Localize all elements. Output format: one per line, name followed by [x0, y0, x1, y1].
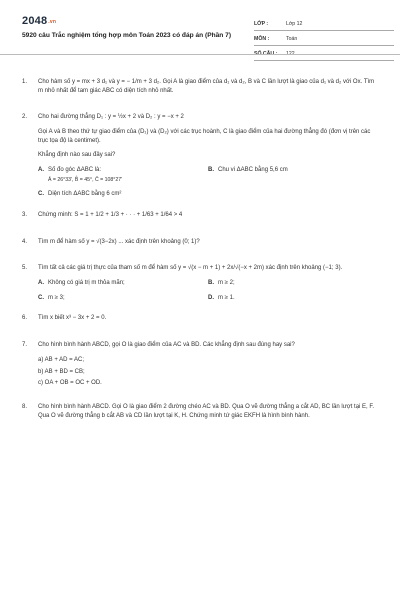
question-8: [22, 403, 378, 426]
option-letter: A.: [38, 280, 44, 287]
meta-key: MÔN :: [254, 36, 270, 43]
question-number: 3.: [22, 212, 28, 219]
question-text: Gọi A và B theo thứ tự giao điểm của (D₁) và (D₂) với các trục hoành, C là giao điểm của hai đường thẳng đó (đơn vị trên các trục tọa độ là centimet).: [38, 129, 371, 144]
logo-text: 2048: [22, 15, 48, 27]
option-text: m ≥ 2;: [218, 280, 235, 287]
question-6: [22, 314, 378, 329]
statement-b: b) AB + BD = CB;: [38, 368, 85, 375]
option-letter: D.: [208, 294, 214, 301]
meta-value: Lớp 12: [286, 21, 303, 28]
question-number: 7.: [22, 342, 28, 349]
meta-value: Toán: [286, 36, 298, 43]
question-number: 4.: [22, 238, 28, 245]
meta-value: 122: [286, 51, 295, 58]
site-logo[interactable]: [22, 14, 56, 30]
question-4: [22, 238, 378, 253]
option-d[interactable]: [208, 294, 378, 303]
answer-options: [38, 166, 378, 199]
statement-c: c) OA + OB = OC + OD.: [38, 380, 102, 387]
meta-key: LỚP :: [254, 21, 269, 28]
question-number: 1.: [22, 79, 28, 85]
meta-row-class: [254, 16, 394, 31]
option-text: m ≥ 3;: [48, 294, 65, 301]
answer-options: [38, 279, 378, 302]
header-divider: [0, 54, 400, 55]
option-letter: A.: [38, 167, 44, 174]
question-number: 8.: [22, 403, 28, 410]
question-text: Cho hình bình hành ABCD. Gọi O là giao điểm 2 đường chéo AC và BD. Qua O vẽ đường thẳng a cắt AD, BC lần lượt tại E, F. Qua O vẽ đường thẳng b cắt AB và CD lần lượt tại K, H. Chứng minh tứ giác EKFH là hình bình hành.: [38, 403, 375, 419]
option-letter: C.: [38, 191, 44, 198]
question-text: Khẳng định nào sau đây sai?: [38, 152, 116, 159]
option-a[interactable]: [38, 166, 208, 184]
option-b[interactable]: [208, 279, 378, 288]
option-letter: B.: [208, 167, 214, 174]
question-text: Tìm m để hàm số y = √(3−2x) ... xác định trên khoảng (0; 1)?: [38, 238, 200, 245]
question-1: [22, 78, 378, 101]
option-text: Số đo góc ΔABC là:: [48, 167, 102, 174]
option-letter: B.: [208, 280, 214, 287]
question-text: Chứng minh: S = 1 + 1/2 + 1/3 + · · · + 1/63 + 1/64 > 4: [38, 212, 183, 219]
option-text: Diện tích ΔABC bằng 6 cm²: [48, 191, 122, 198]
option-c[interactable]: [38, 294, 208, 303]
question-5: [22, 264, 378, 302]
option-text: Chu vi ΔABC bằng 5,6 cm: [218, 167, 288, 174]
option-c[interactable]: [38, 190, 208, 199]
document-title: 5920 câu Trắc nghiệm tổng hợp môn Toán 2023 có đáp án (Phần 7): [22, 32, 232, 39]
question-text: Tìm tất cả các giá trị thực của tham số m để hàm số y = √(x − m + 1) + 2x/√(−x + 2m) xác định trên khoảng (−1; 3).: [38, 265, 343, 272]
question-text: Cho hai đường thẳng D₁ : y = ½x + 2 và D₂ : y = −x + 2: [38, 114, 184, 121]
question-list: [22, 78, 378, 438]
option-letter: C.: [38, 294, 44, 301]
question-number: 6.: [22, 315, 28, 322]
option-text: Không có giá trị m thỏa mãn;: [48, 280, 125, 287]
question-2: [22, 113, 378, 199]
option-a[interactable]: [38, 279, 208, 288]
question-3: [22, 211, 378, 226]
statement-a: a) AB + AD = AC;: [38, 356, 85, 363]
meta-row-subject: [254, 31, 394, 46]
question-text: Cho hàm số y = mx + 3 d₁ và y = − 1/m + 3 d₂. Gọi A là giao điểm của d₁ và d₂, B và C lần lượt là giao của d₁ và d₂ với Ox. Tìm m nhỏ nhất để tam giác ABC có diện tích nhỏ nhất.: [38, 79, 375, 94]
question-7: [22, 341, 378, 391]
meta-key: SỐ CÂU :: [254, 51, 278, 58]
question-number: 2.: [22, 114, 28, 121]
logo-suffix: .vn: [48, 19, 57, 25]
option-formula: Â = 26°33', B̂ = 45°, Ĉ = 108°27': [48, 176, 123, 183]
question-number: 5.: [22, 265, 28, 272]
question-text: Cho hình bình hành ABCD, gọi O là giao điểm của AC và BD. Các khẳng định sau đúng hay sai?: [38, 342, 295, 349]
option-text: m ≥ 1.: [218, 294, 235, 301]
option-b[interactable]: [208, 166, 378, 184]
question-text: Tìm x biết x³ − 3x + 2 = 0.: [38, 315, 107, 322]
